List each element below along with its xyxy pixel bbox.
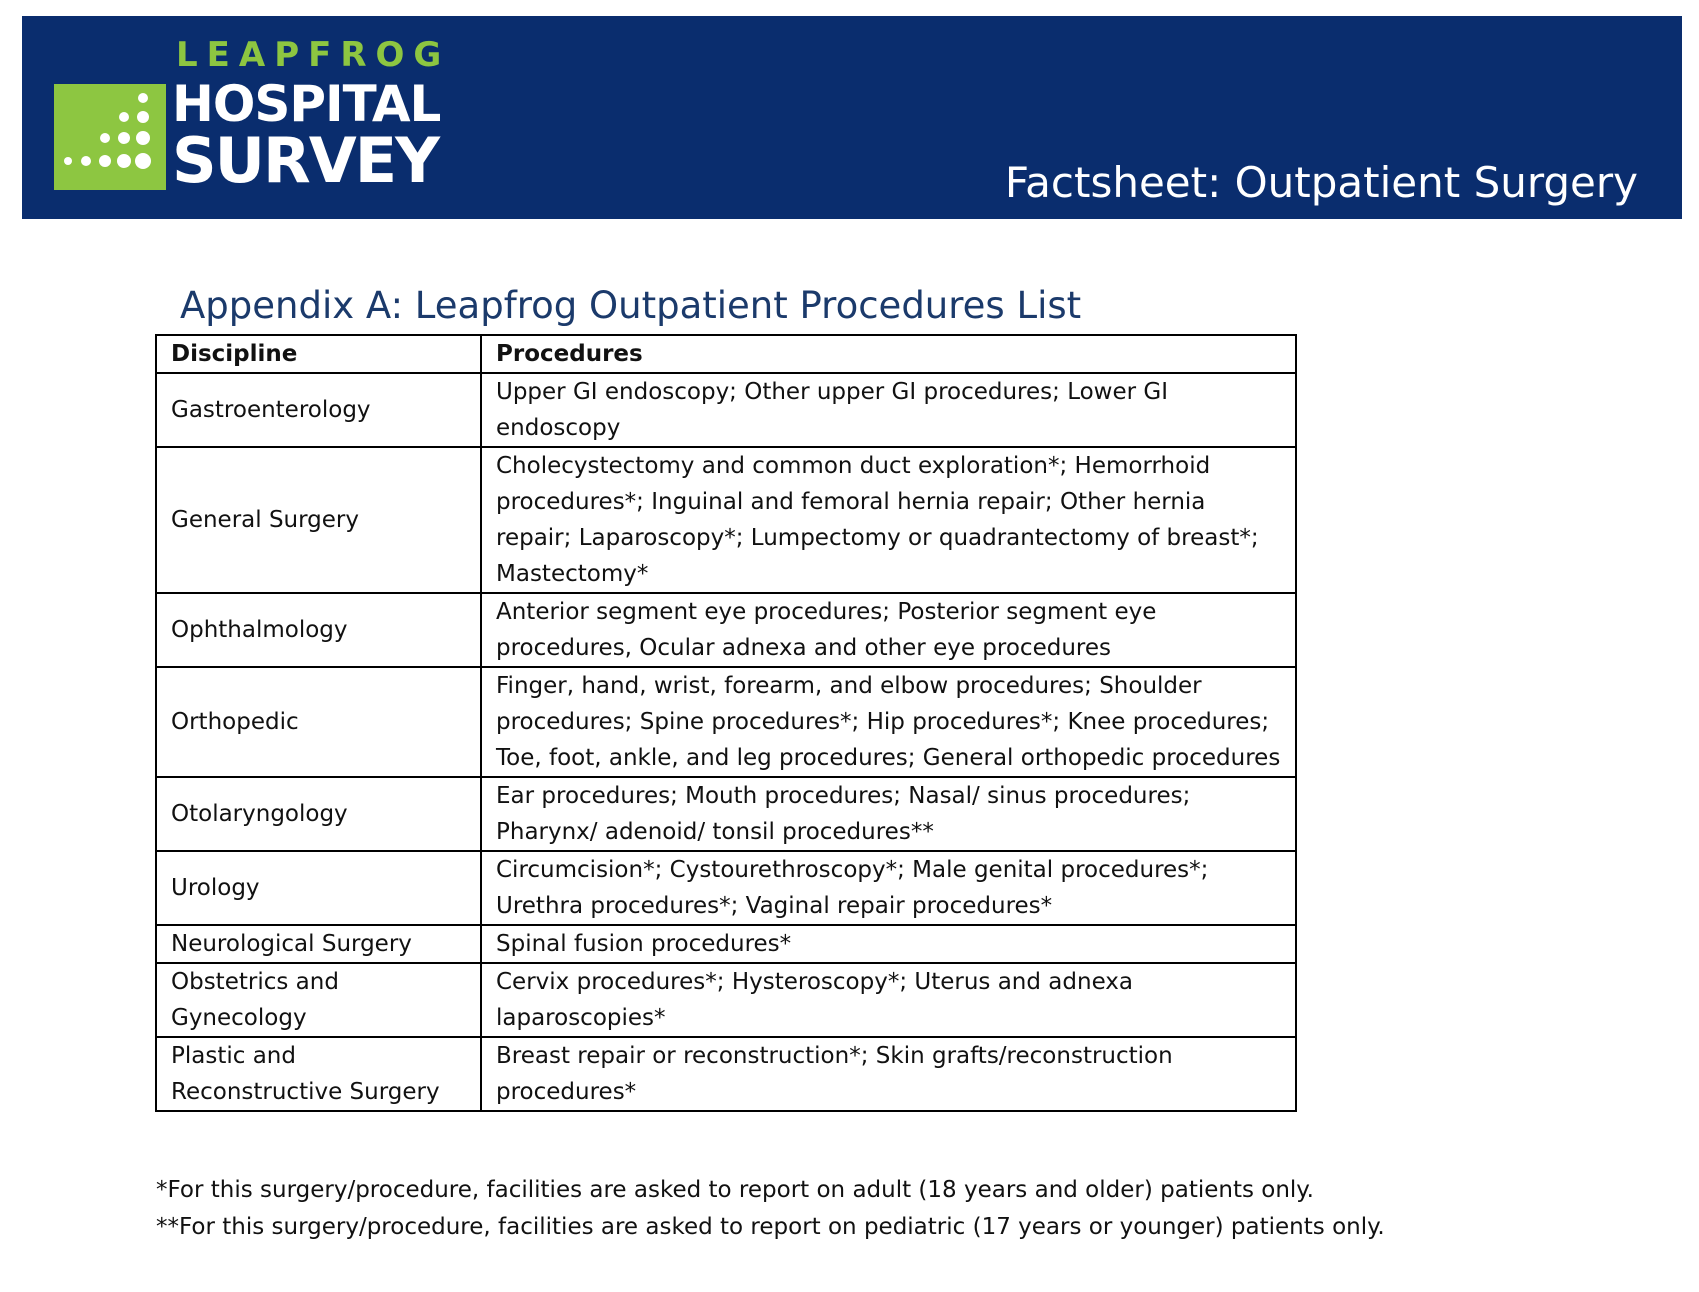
table-row — [156, 925, 1296, 963]
table-row — [156, 1037, 1296, 1111]
table-row — [156, 777, 1296, 851]
header-banner — [22, 16, 1682, 219]
procedures-cell: Cholecystectomy and common duct exploration*; Hemorrhoid procedures*; Inguinal and femoral hernia repair; Other hernia repair; Laparoscopy*; Lumpectomy or quadrantectomy of breast*; Mastectomy* — [481, 447, 1296, 593]
discipline-cell: Plastic and Reconstructive Surgery — [156, 1037, 481, 1111]
factsheet-title: Factsheet: Outpatient Surgery — [1004, 158, 1638, 207]
discipline-cell: Obstetrics and Gynecology — [156, 963, 481, 1037]
discipline-cell: General Surgery — [156, 447, 481, 593]
table-row — [156, 667, 1296, 777]
table-row — [156, 447, 1296, 593]
discipline-column-header: Discipline — [156, 335, 481, 373]
table-row — [156, 963, 1296, 1037]
dot-grid-graphic — [54, 84, 166, 190]
table-header-row — [156, 335, 1296, 373]
logo-survey-text: SURVEY — [172, 124, 438, 197]
discipline-cell: Orthopedic — [156, 667, 481, 777]
procedures-cell: Circumcision*; Cystourethroscopy*; Male genital procedures*; Urethra procedures*; Vaginal repair procedures* — [481, 851, 1296, 925]
logo-leapfrog-text: LEAPFROG — [176, 35, 451, 75]
logo-hospital-text: HOSPITAL — [172, 75, 441, 133]
procedures-cell: Cervix procedures*; Hysteroscopy*; Uterus and adnexa laparoscopies* — [481, 963, 1296, 1037]
procedures-cell: Breast repair or reconstruction*; Skin grafts/reconstruction procedures* — [481, 1037, 1296, 1111]
table-row — [156, 373, 1296, 447]
discipline-cell: Neurological Surgery — [156, 925, 481, 963]
discipline-cell: Otolaryngology — [156, 777, 481, 851]
table-row — [156, 851, 1296, 925]
procedures-cell: Finger, hand, wrist, forearm, and elbow procedures; Shoulder procedures; Spine procedures*; Hip procedures*; Knee procedures; Toe, foot, ankle, and leg procedures; General orthopedic procedures — [481, 667, 1296, 777]
discipline-cell: Ophthalmology — [156, 593, 481, 667]
footnote-adult: *For this surgery/procedure, facilities are asked to report on adult (18 years and older) patients only. — [156, 1177, 1314, 1203]
procedures-cell: Anterior segment eye procedures; Posterior segment eye procedures, Ocular adnexa and other eye procedures — [481, 593, 1296, 667]
footnote-pediatric: **For this surgery/procedure, facilities are asked to report on pediatric (17 years or younger) patients only. — [156, 1214, 1385, 1240]
procedures-cell: Ear procedures; Mouth procedures; Nasal/ sinus procedures; Pharynx/ adenoid/ tonsil procedures** — [481, 777, 1296, 851]
procedures-table — [155, 334, 1297, 1112]
procedures-cell: Spinal fusion procedures* — [481, 925, 1296, 963]
logo-dots-icon — [54, 84, 166, 190]
table-row — [156, 593, 1296, 667]
procedures-cell: Upper GI endoscopy; Other upper GI procedures; Lower GI endoscopy — [481, 373, 1296, 447]
appendix-title: Appendix A: Leapfrog Outpatient Procedures List — [180, 284, 1082, 327]
procedures-column-header: Procedures — [481, 335, 1296, 373]
discipline-cell: Gastroenterology — [156, 373, 481, 447]
discipline-cell: Urology — [156, 851, 481, 925]
